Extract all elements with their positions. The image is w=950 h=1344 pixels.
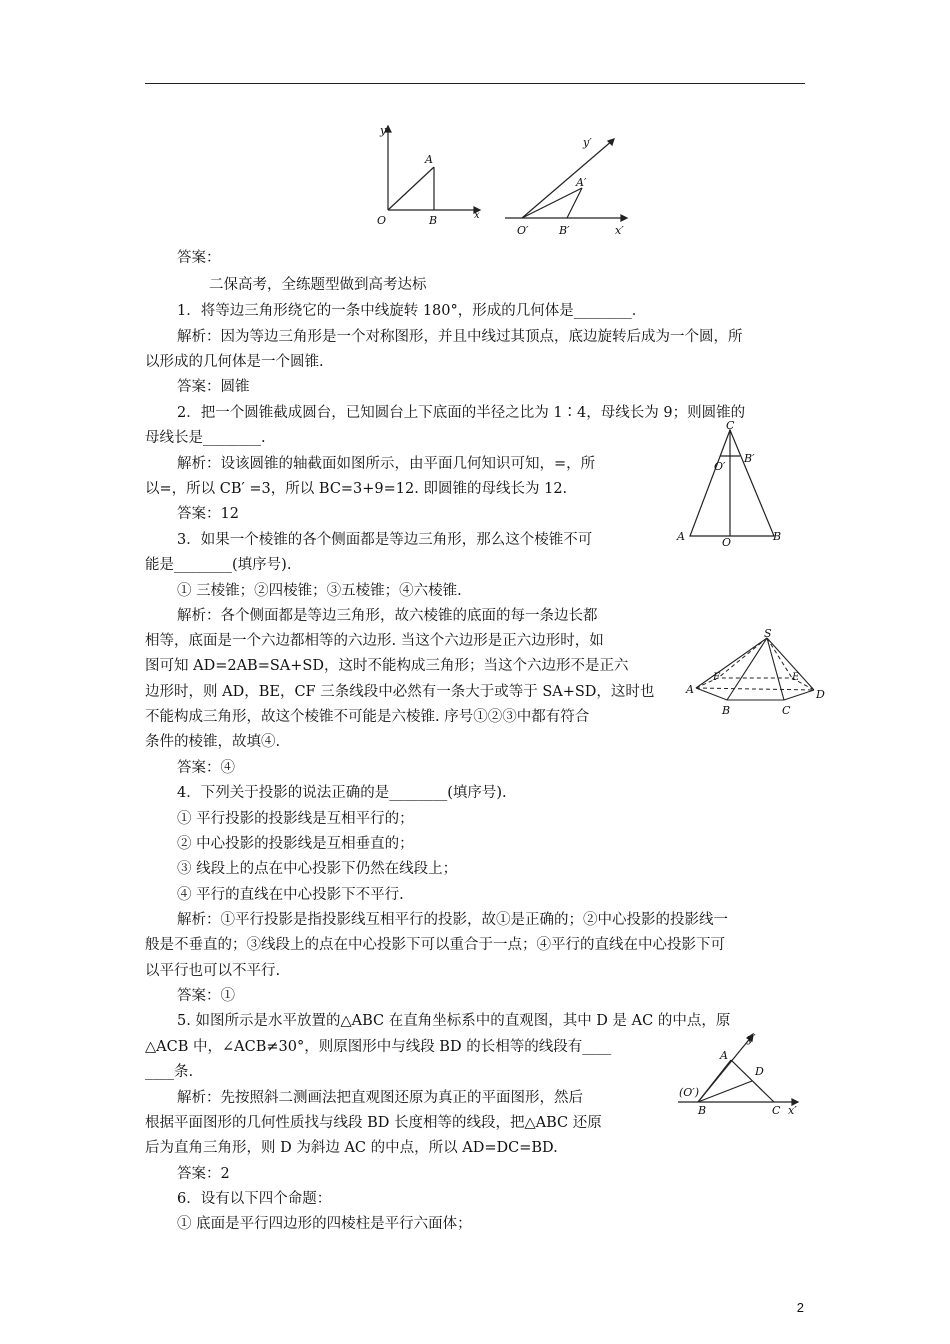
label-D: D <box>816 688 825 701</box>
q4-analysis-2: 般是不垂直的；③线段上的点在中心投影下可以重合于一点；④平行的直线在中心投影下可 <box>145 937 725 953</box>
label-S: S <box>764 628 772 640</box>
q3-options: ① 三棱锥；②四棱锥；③五棱锥；④六棱锥. <box>177 583 462 599</box>
q2-answer: 答案：12 <box>177 506 239 522</box>
q5-answer: 答案：2 <box>177 1166 230 1182</box>
label-B-prime: B′ <box>744 452 755 465</box>
q3-analysis-1: 解析：各个侧面都是等边三角形，故六棱锥的底面的每一条边长都 <box>177 608 598 624</box>
label-B: B <box>722 704 731 717</box>
q5-text-3: ____条. <box>145 1064 194 1080</box>
label-B: B <box>429 214 438 227</box>
q4-text: 4．下列关于投影的说法正确的是________(填序号). <box>177 785 507 801</box>
q3-analysis-6: 条件的棱锥，故填④. <box>145 734 281 750</box>
q1-answer: 答案：圆锥 <box>177 379 250 395</box>
q3-analysis-3: 图可知 AD=2AB=SA+SD，这时不能构成三角形；当这个六边形不是正六 <box>145 658 629 674</box>
q2-analysis-1: 解析：设该圆锥的轴截面如图所示，由平面几何知识可知，=，所 <box>177 456 596 472</box>
label-y-prime: y′ <box>583 136 592 149</box>
q1-text: 1．将等边三角形绕它的一条中线旋转 180°，形成的几何体是________． <box>177 303 647 319</box>
q5-analysis-3: 后为直角三角形，则 D 为斜边 AC 的中点，所以 AD=DC=BD. <box>145 1140 558 1156</box>
q6-text: 6．设有以下四个命题： <box>177 1191 332 1207</box>
label-y-prime: y′ <box>747 1032 756 1045</box>
q1-analysis-2: 以形成的几何体是一个圆锥. <box>145 354 324 370</box>
label-B: B <box>773 530 782 543</box>
q3-analysis-4: 边形时，则 AD，BE，CF 三条线段中必然有一条大于或等于 SA+SD，这时也 <box>145 684 655 700</box>
q3-text-2: 能是________(填序号). <box>145 557 292 573</box>
label-C: C <box>782 704 791 717</box>
label-C: C <box>726 419 735 432</box>
label-D: D <box>755 1065 764 1078</box>
figure-cone-section <box>672 418 792 548</box>
label-O-prime: O′ <box>517 224 529 235</box>
label-x-prime: x′ <box>788 1104 797 1117</box>
q4-option-2: ② 中心投影的投影线是互相垂直的； <box>177 836 414 852</box>
q4-option-1: ① 平行投影的投影线是互相平行的； <box>177 811 414 827</box>
q3-text-1: 3．如果一个棱锥的各个侧面都是等边三角形，那么这个棱锥不可 <box>177 532 593 548</box>
q3-answer: 答案：④ <box>177 760 235 776</box>
q6-option-1: ① 底面是平行四边形的四棱柱是平行六面体； <box>177 1216 472 1232</box>
label-O-prime: (O′) <box>679 1086 700 1099</box>
label-A: A <box>677 530 685 543</box>
section-heading: 二保高考，全练题型做到高考达标 <box>209 277 427 293</box>
label-F: F <box>713 672 720 683</box>
label-O: O <box>722 536 732 548</box>
label-O-prime: O′ <box>714 460 726 473</box>
q1-analysis-1: 解析：因为等边三角形是一个对称图形，并且中线过其顶点，底边旋转后成为一个圆，所 <box>177 329 743 345</box>
figure-hexagonal-pyramid <box>682 628 830 720</box>
q4-option-4: ④ 平行的直线在中心投影下不平行. <box>177 887 404 903</box>
label-x-prime: x′ <box>615 224 624 235</box>
q5-analysis-1: 解析：先按照斜二测画法把直观图还原为真正的平面图形，然后 <box>177 1090 583 1106</box>
label-A-prime: A′ <box>576 176 587 189</box>
q3-analysis-5: 不能构成三角形，故这个棱锥不可能是六棱锥. 序号①②③中都有符合 <box>145 709 590 725</box>
label-y: y <box>380 124 387 137</box>
label-A: A <box>720 1049 728 1062</box>
q2-text-2: 母线长是________. <box>145 430 266 446</box>
label-A: A <box>686 683 694 696</box>
label-C: C <box>772 1104 781 1117</box>
q4-analysis-1: 解析：①平行投影是指投影线互相平行的投影，故①是正确的；②中心投影的投影线一 <box>177 912 728 928</box>
label-x: x <box>474 210 480 221</box>
header-rule <box>145 83 805 84</box>
q2-text-1: 2．把一个圆锥截成圆台，已知圆台上下底面的半径之比为 1∶4，母线长为 9；则圆锥的 <box>177 405 746 421</box>
label-O: O <box>377 214 387 227</box>
q2-analysis-2: 以=，所以 CB′ =3，所以 BC=3+9=12. 即圆锥的母线长为 12. <box>145 481 568 497</box>
figure-triangle-projection <box>350 120 640 235</box>
label-B-prime: B′ <box>559 224 570 235</box>
label-B: B <box>698 1104 707 1117</box>
q5-analysis-2: 根据平面图形的几何性质找与线段 BD 长度相等的线段，把△ABC 还原 <box>145 1115 602 1131</box>
q4-option-3: ③ 线段上的点在中心投影下仍然在线段上； <box>177 861 458 877</box>
label-E: E <box>792 672 800 683</box>
q4-answer: 答案：① <box>177 988 235 1004</box>
q3-analysis-2: 相等，底面是一个六边都相等的六边形. 当这个六边形是正六边形时，如 <box>145 633 604 649</box>
answer-label-0: 答案： <box>177 250 221 266</box>
page-number: 2 <box>796 1300 804 1315</box>
label-A: A <box>425 153 433 166</box>
figure-oblique-triangle <box>676 1030 816 1120</box>
q4-analysis-3: 以平行也可以不平行. <box>145 963 281 979</box>
q5-text-1: 5. 如图所示是水平放置的△ABC 在直角坐标系中的直观图，其中 D 是 AC 的中点，原 <box>177 1013 731 1029</box>
q5-text-2: △ACB 中，∠ACB≠30°，则原图形中与线段 BD 的长相等的线段有____ <box>145 1039 612 1055</box>
